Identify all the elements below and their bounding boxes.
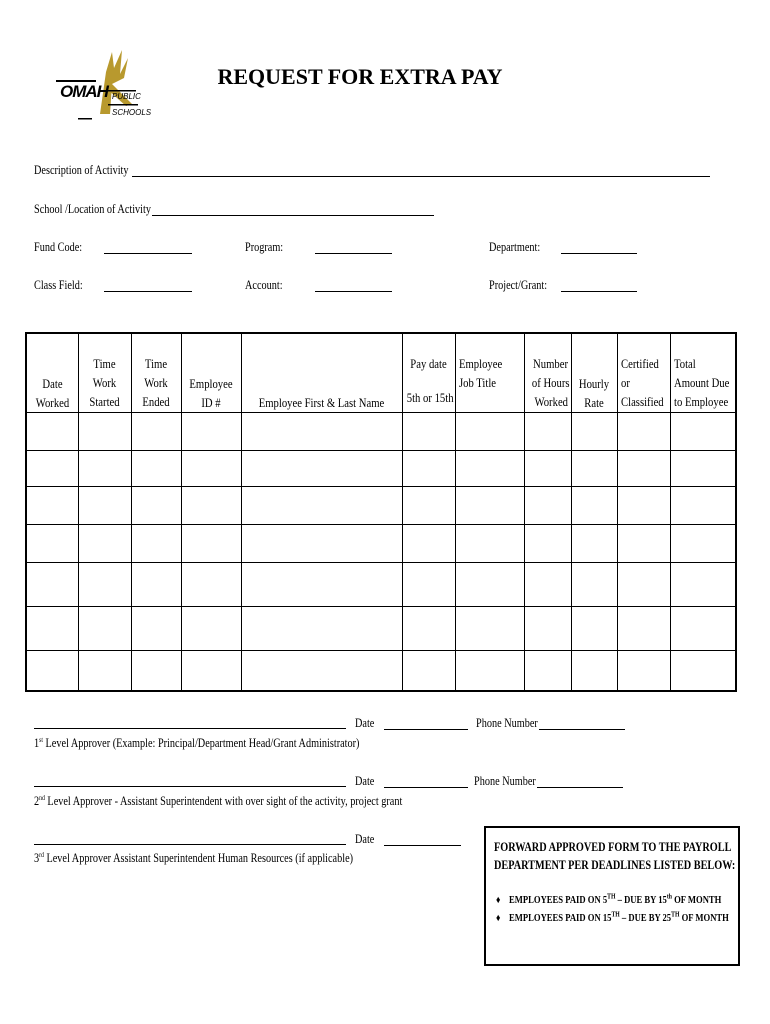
bullet-icon: ♦: [496, 895, 501, 906]
extra-pay-table: [25, 332, 737, 692]
deadline-item: ♦ EMPLOYEES PAID ON 5TH – DUE BY 15th OF MONTH: [496, 892, 722, 906]
first-approver-signature-line[interactable]: [34, 728, 346, 729]
project-grant-input-line[interactable]: [561, 291, 637, 292]
notice-deadlines-list: [496, 892, 729, 928]
logo-schools-text: SCHOOLS: [112, 108, 152, 117]
header-job-title: Employee Job Title: [459, 356, 503, 390]
class-field-input-line[interactable]: [104, 291, 192, 292]
school-location-input-line[interactable]: [152, 215, 434, 216]
class-field-label: Class Field:: [34, 278, 83, 292]
header-employee-id: Employee ID #: [189, 376, 233, 410]
deadline-item: ♦ EMPLOYEES PAID ON 15TH – DUE BY 25TH OF MONTH: [496, 910, 729, 924]
third-approver-signature-line[interactable]: [34, 844, 346, 845]
logo-omaha-text: OMAH: [60, 82, 108, 101]
description-input-line[interactable]: [132, 176, 710, 177]
fund-code-label: Fund Code:: [34, 240, 83, 254]
form-title: REQUEST FOR EXTRA PAY: [217, 64, 503, 89]
school-location-label: School /Location of Activity: [34, 202, 152, 216]
header-certified-classified: Certified or Classified: [621, 356, 664, 409]
department-input-line[interactable]: [561, 253, 637, 254]
account-label: Account:: [245, 278, 283, 292]
second-approver-phone-line[interactable]: [537, 787, 623, 788]
first-approver-date-label: Date: [355, 716, 375, 730]
header-pay-date: Pay date: [410, 356, 447, 371]
third-approver-date-line[interactable]: [384, 845, 461, 846]
first-approver-date-line[interactable]: [384, 729, 468, 730]
header-pay-date-sub: 5th or 15th: [406, 390, 454, 405]
header-hourly-rate: Hourly Rate: [578, 376, 610, 410]
header-time-work-ended: Time Work Ended: [142, 356, 170, 409]
logo-public-text: PUBLIC: [112, 92, 141, 101]
bullet-icon: ♦: [496, 913, 501, 924]
first-approver-phone-line[interactable]: [539, 729, 625, 730]
notice-heading: FORWARD APPROVED FORM TO THE PAYROLL DEPARTMENT PER DEADLINES LISTED BELOW:: [494, 840, 736, 872]
header-employee-name: Employee First & Last Name: [258, 395, 385, 410]
second-approver-phone-label: Phone Number: [474, 774, 536, 788]
fund-code-input-line[interactable]: [104, 253, 192, 254]
third-approver-caption: 3rd Level Approver Assistant Superintendent Human Resources (if applicable): [34, 850, 354, 865]
header-hours-worked: Number of Hours Worked: [531, 356, 570, 409]
program-input-line[interactable]: [315, 253, 392, 254]
header-total-amount: Total Amount Due to Employee: [674, 356, 730, 409]
header-date-worked: Date Worked: [35, 376, 70, 410]
first-approver-caption: 1st Level Approver (Example: Principal/Department Head/Grant Administrator): [34, 735, 360, 750]
payroll-notice-box: [484, 826, 740, 966]
first-approver-phone-label: Phone Number: [476, 716, 538, 730]
omaha-public-schools-logo: [52, 44, 152, 128]
second-approver-date-line[interactable]: [384, 787, 468, 788]
project-grant-label: Project/Grant:: [489, 278, 548, 292]
program-label: Program:: [245, 240, 284, 254]
third-approver-date-label: Date: [355, 832, 375, 846]
second-approver-date-label: Date: [355, 774, 375, 788]
description-label: Description of Activity: [34, 163, 129, 177]
second-approver-signature-line[interactable]: [34, 786, 346, 787]
department-label: Department:: [489, 240, 541, 254]
header-time-work-started: Time Work Started: [89, 356, 120, 409]
second-approver-caption: 2nd Level Approver - Assistant Superintendent with over sight of the activity, project grant: [34, 793, 403, 808]
account-input-line[interactable]: [315, 291, 392, 292]
